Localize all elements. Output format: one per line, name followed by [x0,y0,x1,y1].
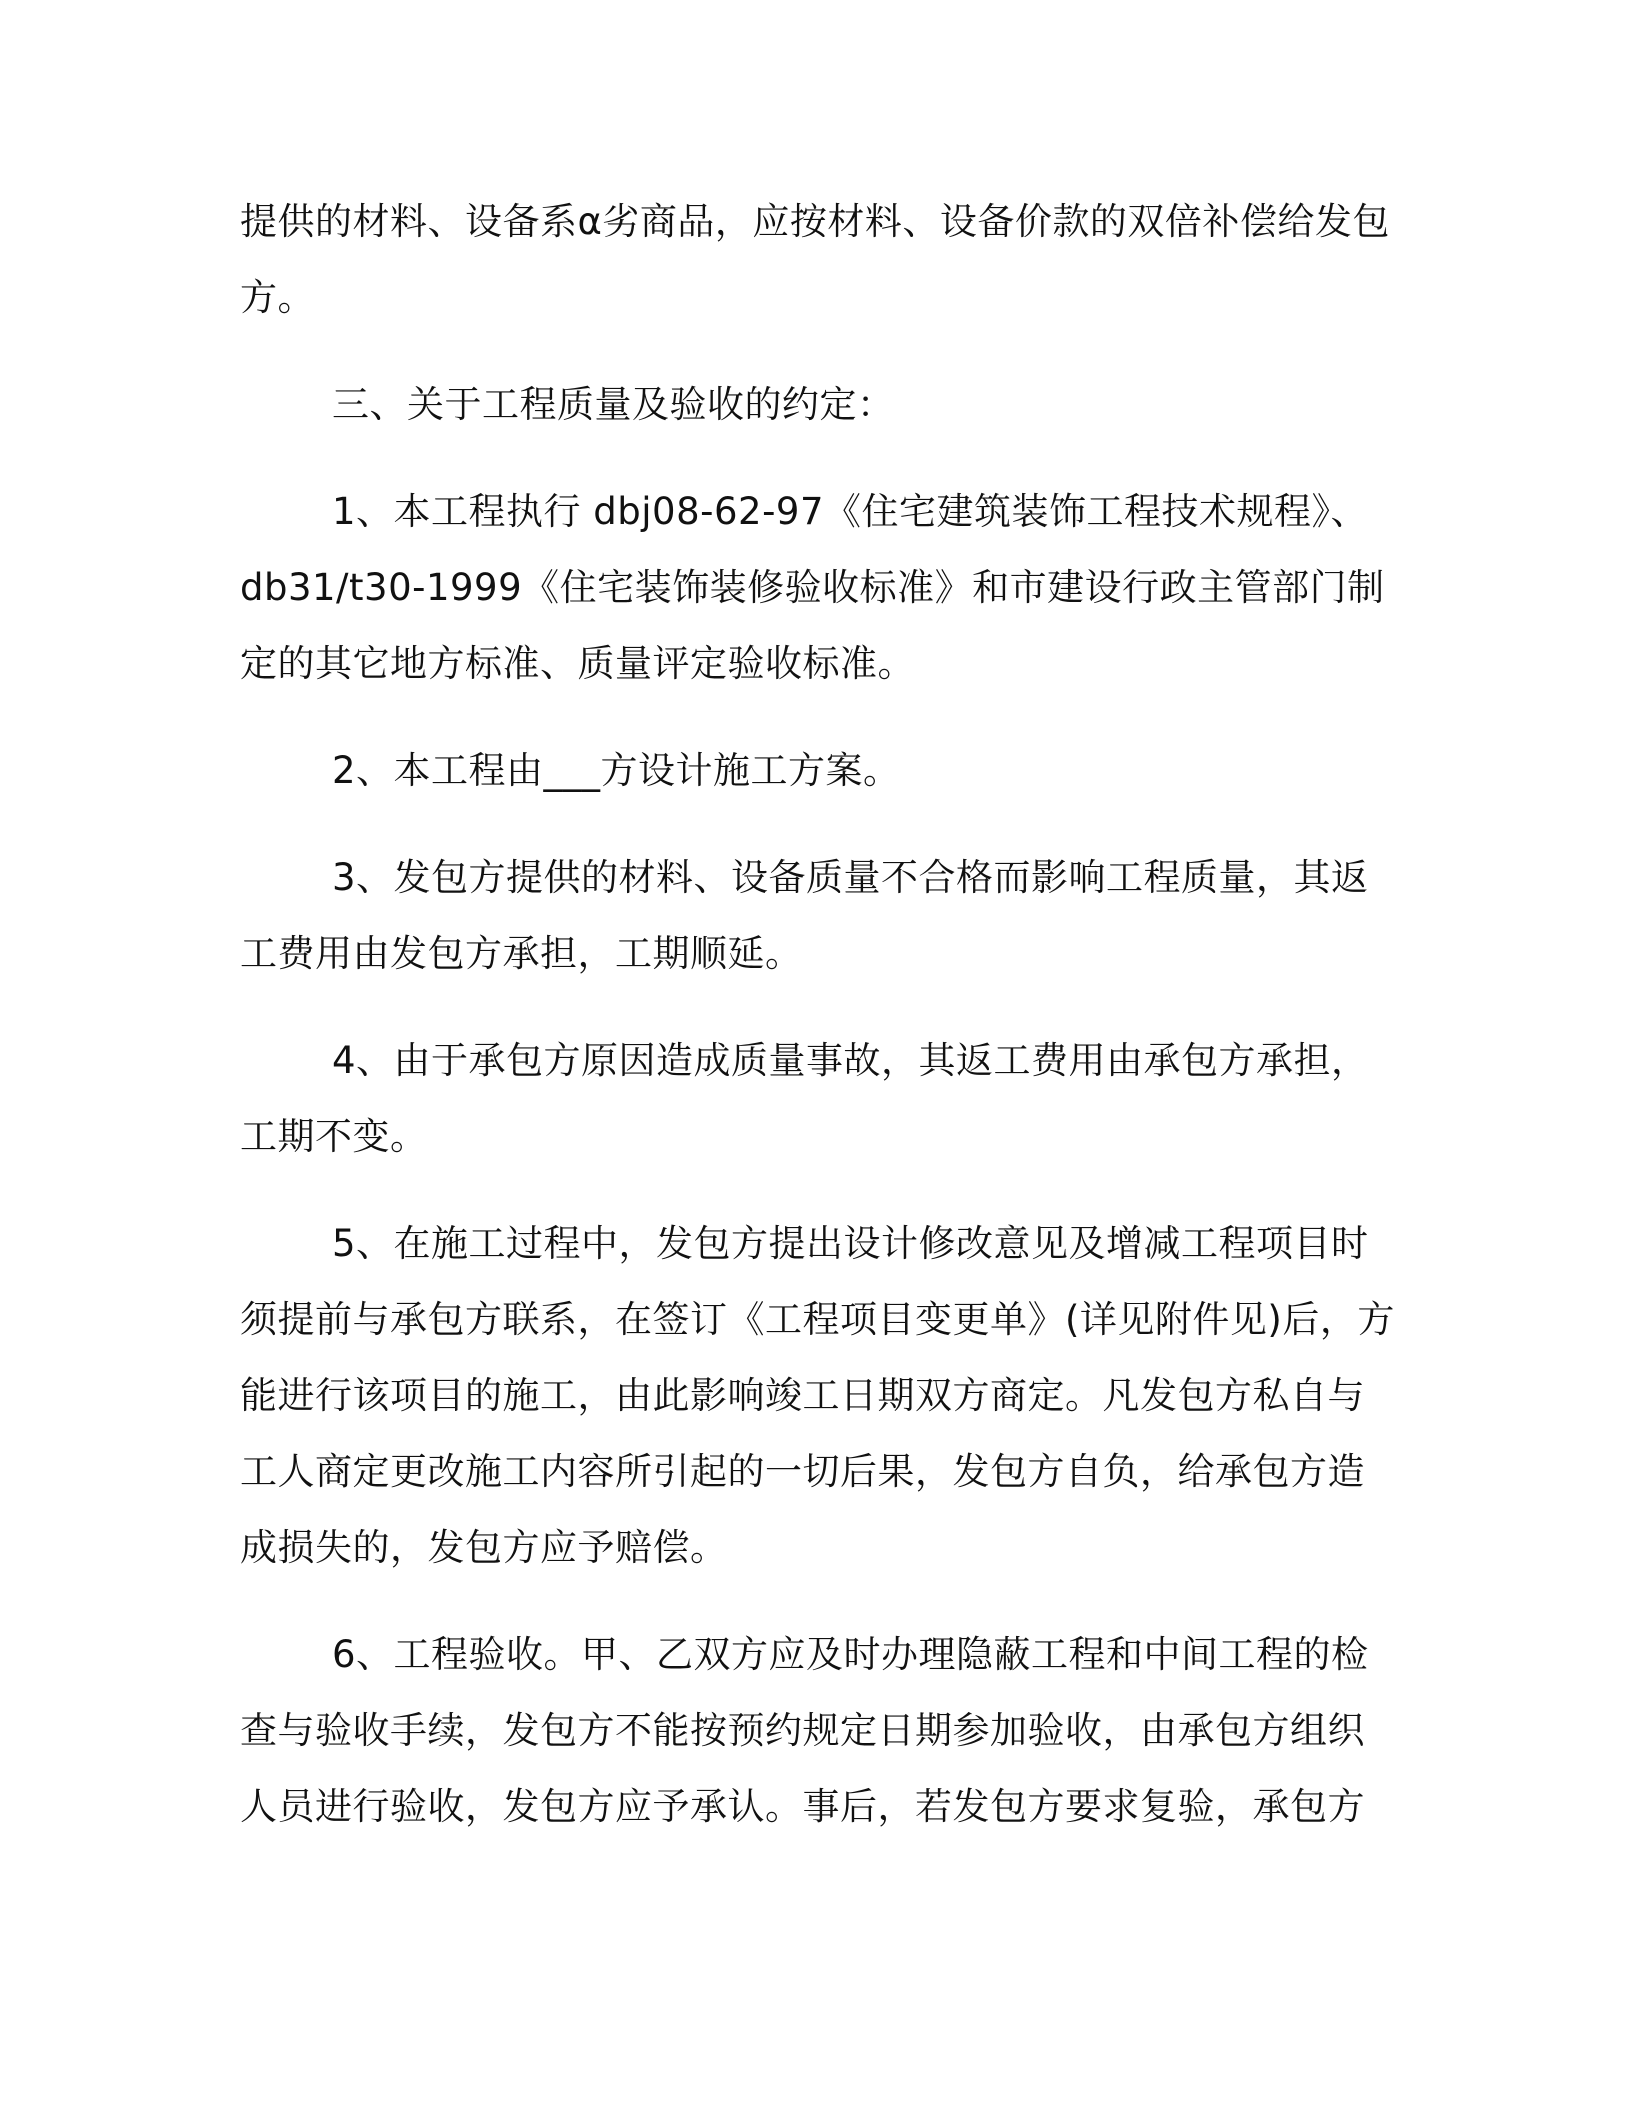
text-line: 能进行该项目的施工，由此影响竣工日期双方商定。凡发包方私自与 [240,1374,1365,1417]
text-line: 成损失的，发包方应予赔偿。 [240,1526,728,1569]
text-line: 6、工程验收。甲、乙双方应及时办理隐蔽工程和中间工程的检 [332,1633,1369,1676]
text-line: 三、关于工程质量及验收的约定： [332,383,895,426]
text-line: 方。 [240,276,315,319]
text-line: 人员进行验收，发包方应予承认。事后，若发包方要求复验，承包方 [240,1785,1365,1828]
text-line: 查与验收手续，发包方不能按预约规定日期参加验收，由承包方组织 [240,1709,1365,1752]
text-line: 4、由于承包方原因造成质量事故，其返工费用由承包方承担， [332,1039,1369,1082]
text-line: db31/t30-1999《住宅装饰装修验收标准》和市建设行政主管部门制 [240,566,1385,609]
section-heading [240,367,1390,443]
text-line: 工期不变。 [240,1115,428,1158]
clause-6 [240,1617,1390,1845]
text-line: 3、发包方提供的材料、设备质量不合格而影响工程质量，其返 [332,856,1369,899]
text-line: 定的其它地方标准、质量评定验收标准。 [240,642,915,685]
document-body [240,184,1395,1845]
text-line: 须提前与承包方联系，在签订《工程项目变更单》(详见附件见)后，方 [240,1298,1395,1341]
text-line: 工费用由发包方承担，工期顺延。 [240,932,803,975]
clause-1 [240,474,1390,702]
clause-2 [240,733,1390,809]
text-line: 1、本工程执行 dbj08-62-97《住宅建筑装饰工程技术规程》、 [332,490,1368,533]
text-line: 提供的材料、设备系α劣商品，应按材料、设备价款的双倍补偿给发包 [240,200,1390,243]
text-line: 2、本工程由___方设计施工方案。 [332,749,901,792]
clause-4 [240,1023,1390,1175]
clause-5 [240,1206,1395,1586]
clause-3 [240,840,1390,992]
paragraph-continuation [240,184,1390,336]
text-line: 工人商定更改施工内容所引起的一切后果，发包方自负，给承包方造 [240,1450,1365,1493]
text-line: 5、在施工过程中，发包方提出设计修改意见及增减工程项目时 [332,1222,1369,1265]
